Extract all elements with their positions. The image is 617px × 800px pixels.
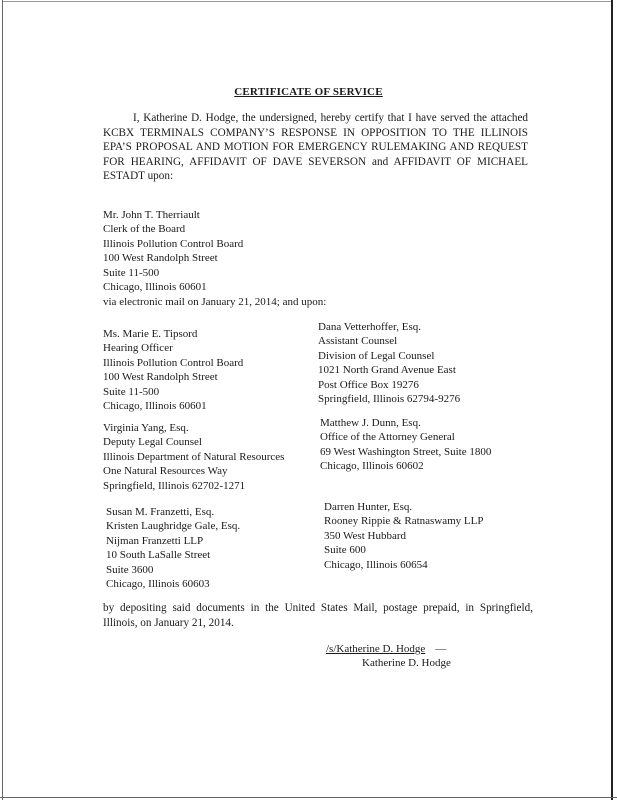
address-line: Hearing Officer: [103, 342, 173, 355]
address-line: 350 West Hubbard: [324, 529, 407, 542]
recipient-title: Clerk of the Board: [103, 223, 186, 236]
address-line: 100 West Randolph Street: [103, 371, 218, 384]
scan-edge-right: [611, 0, 613, 800]
address-line: Division of Legal Counsel: [318, 349, 435, 362]
signatory-name: Katherine D. Hodge: [362, 657, 451, 670]
certification-paragraph: [103, 111, 528, 184]
document-title: CERTIFICATE OF SERVICE: [234, 86, 383, 98]
address-line: Post Office Box 19276: [318, 378, 419, 391]
recipient-org: Illinois Pollution Control Board: [103, 237, 244, 250]
address-line: Nijman Franzetti LLP: [106, 534, 204, 547]
address-line: Dana Vetterhoffer, Esq.: [318, 321, 422, 333]
address-line: Suite 3600: [106, 563, 154, 576]
closing-paragraph: by depositing said documents in the United States Mail, postage prepaid, in Springfield, Illinois, on January 21, 2014.: [103, 602, 533, 629]
address-block-dunn: [320, 416, 491, 474]
address-line: One Natural Resources Way: [103, 465, 228, 478]
address-line: Office of the Attorney General: [320, 431, 455, 444]
primary-recipient-address: [103, 208, 243, 294]
address-line: Suite 600: [324, 544, 366, 557]
recipient-name: Mr. John T. Therriault: [103, 209, 200, 221]
address-line: Matthew J. Dunn, Esq.: [320, 417, 421, 429]
address-block-yang: [103, 421, 284, 493]
recipient-suite: Suite 11-500: [103, 266, 160, 279]
address-line: Darren Hunter, Esq.: [324, 501, 413, 513]
recipient-street: 100 West Randolph Street: [103, 252, 218, 265]
address-line: Assistant Counsel: [318, 335, 398, 348]
address-line: Kristen Laughridge Gale, Esq.: [106, 520, 241, 533]
certification-text: I, Katherine D. Hodge, the undersigned, hereby certify that I have served the attached KCBX TERMINALS COMPANY’S RESPONSE IN OPPOSITION TO THE ILLINOIS EPA’S PROPOSAL AND MOTION FOR EMERGENCY RULEMAKING AND REQUEST FOR HEARING, AFFIDAVIT OF DAVE SEVERSON and AFFIDAVIT OF MICHAEL ESTADT upon:: [103, 112, 528, 183]
address-line: Suite 11-500: [103, 385, 160, 398]
address-block-franzetti: [106, 505, 240, 591]
address-line: Rooney Rippie & Ratnaswamy LLP: [324, 515, 484, 528]
address-line: Chicago, Illinois 60601: [103, 400, 207, 413]
address-line: Ms. Marie E. Tipsord: [103, 328, 198, 340]
scan-edge-left: [2, 0, 3, 800]
address-block-tipsord: [103, 327, 243, 413]
signature-block: [326, 642, 451, 671]
address-line: 69 West Washington Street, Suite 1800: [320, 445, 492, 458]
address-line: 1021 North Grand Avenue East: [318, 364, 456, 377]
address-line: Illinois Pollution Control Board: [103, 356, 244, 369]
address-line: Susan M. Franzetti, Esq.: [106, 506, 215, 518]
address-line: Springfield, Illinois 62702-1271: [103, 479, 246, 492]
signature-trail: —: [435, 643, 447, 655]
address-line: Chicago, Illinois 60602: [320, 460, 424, 473]
recipient-city: Chicago, Illinois 60601: [103, 281, 207, 294]
address-line: 10 South LaSalle Street: [106, 549, 211, 562]
address-line: Virginia Yang, Esq.: [103, 422, 189, 434]
address-line: Deputy Legal Counsel: [103, 436, 202, 449]
address-line: Illinois Department of Natural Resources: [103, 450, 285, 463]
service-method-electronic: via electronic mail on January 21, 2014; and upon:: [103, 296, 327, 308]
address-line: Chicago, Illinois 60603: [106, 578, 210, 591]
scan-edge-bottom: [0, 797, 617, 798]
address-line: Springfield, Illinois 62794-9276: [318, 393, 461, 406]
address-line: Chicago, Illinois 60654: [324, 558, 428, 571]
address-block-hunter: [324, 500, 483, 572]
scan-edge-top: [3, 1, 612, 2]
signature-line: /s/Katherine D. Hodge: [326, 643, 426, 655]
address-block-vetterhoffer: [318, 320, 460, 406]
